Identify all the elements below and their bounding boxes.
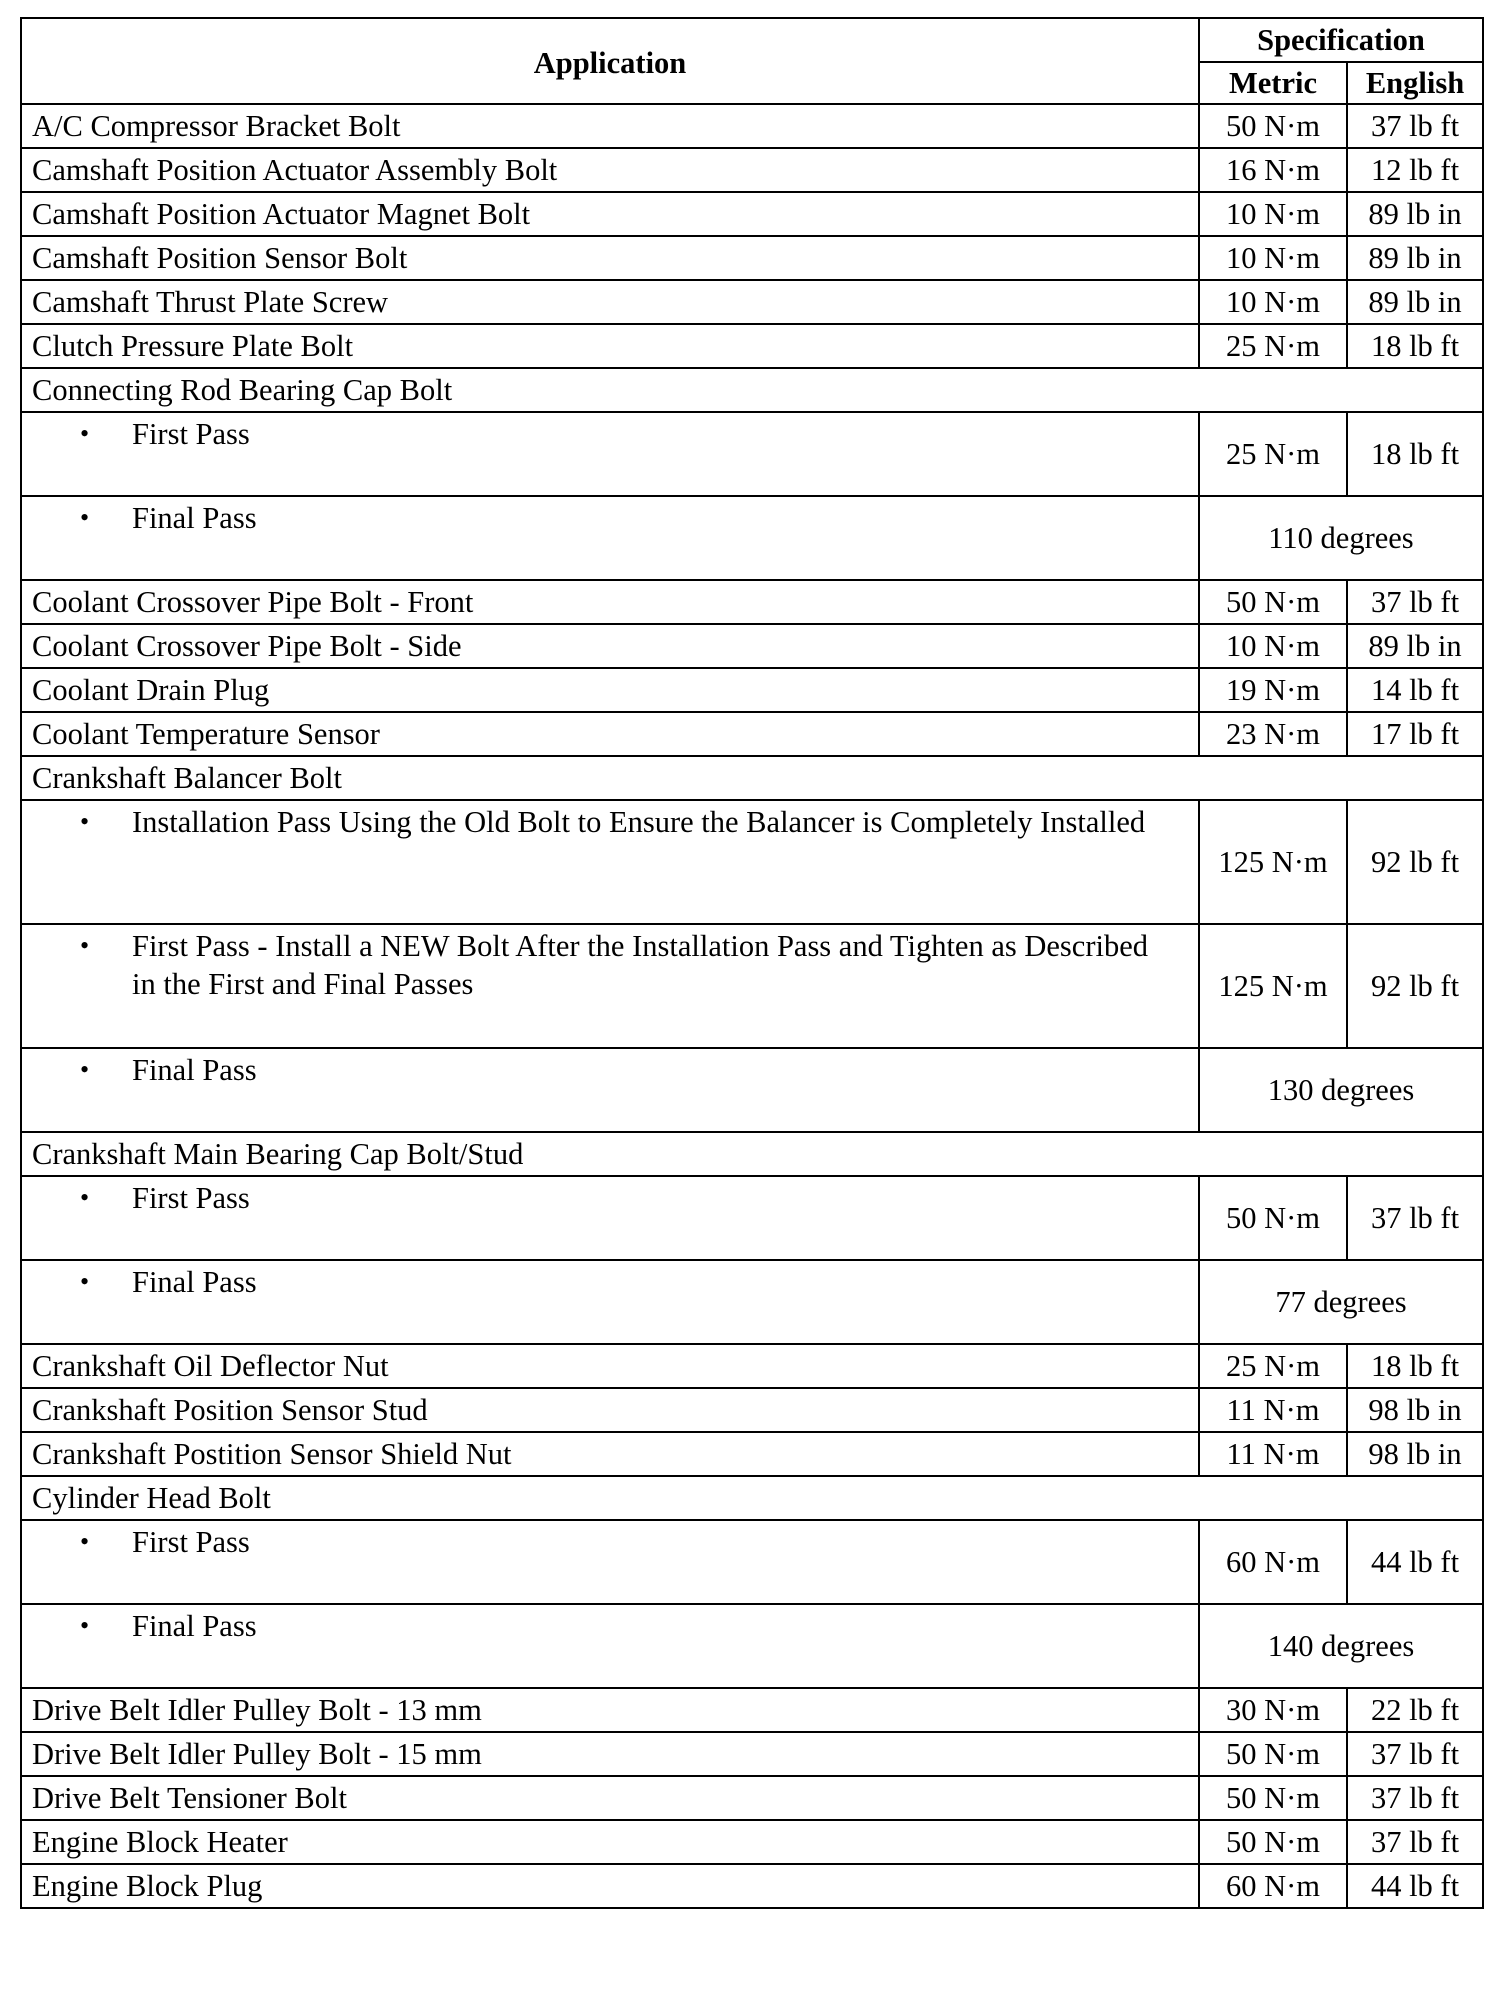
sub-step-row bbox=[21, 1176, 1483, 1260]
sub-step-cell bbox=[21, 800, 1199, 924]
metric-cell: 50 N·m bbox=[1199, 1732, 1347, 1776]
application-cell: Coolant Temperature Sensor bbox=[21, 712, 1199, 756]
bullet-icon: • bbox=[80, 1527, 90, 1556]
application-cell: Clutch Pressure Plate Bolt bbox=[21, 324, 1199, 368]
sub-step-wrap bbox=[32, 803, 1198, 841]
sub-step-wrap bbox=[32, 1523, 1198, 1561]
group-label: Crankshaft Balancer Bolt bbox=[21, 756, 1483, 800]
sub-step-label: Final Pass bbox=[132, 1265, 257, 1299]
table-row bbox=[21, 1688, 1483, 1732]
metric-cell: 30 N·m bbox=[1199, 1688, 1347, 1732]
metric-cell: 10 N·m bbox=[1199, 280, 1347, 324]
table-row bbox=[21, 236, 1483, 280]
table-body bbox=[21, 104, 1483, 1908]
specification-header: Specification bbox=[1199, 18, 1483, 62]
english-cell: 12 lb ft bbox=[1347, 148, 1483, 192]
sub-step-row bbox=[21, 1260, 1483, 1344]
bullet-icon: • bbox=[80, 419, 90, 448]
application-cell: A/C Compressor Bracket Bolt bbox=[21, 104, 1199, 148]
english-cell: 37 lb ft bbox=[1347, 1732, 1483, 1776]
sub-step-cell bbox=[21, 924, 1199, 1048]
application-cell: Coolant Crossover Pipe Bolt - Side bbox=[21, 624, 1199, 668]
english-header: English bbox=[1347, 62, 1483, 104]
metric-cell: 25 N·m bbox=[1199, 1344, 1347, 1388]
metric-cell: 11 N·m bbox=[1199, 1432, 1347, 1476]
english-cell: 37 lb ft bbox=[1347, 1176, 1483, 1260]
metric-cell: 60 N·m bbox=[1199, 1864, 1347, 1908]
bullet-icon: • bbox=[80, 931, 90, 960]
sub-step-row bbox=[21, 1048, 1483, 1132]
english-cell: 37 lb ft bbox=[1347, 580, 1483, 624]
application-cell: Crankshaft Oil Deflector Nut bbox=[21, 1344, 1199, 1388]
application-header: Application bbox=[21, 18, 1199, 104]
table-header bbox=[21, 18, 1483, 104]
bullet-icon: • bbox=[80, 807, 90, 836]
sub-step-row bbox=[21, 1520, 1483, 1604]
sub-step-cell bbox=[21, 1604, 1199, 1688]
metric-header: Metric bbox=[1199, 62, 1347, 104]
application-cell: Engine Block Heater bbox=[21, 1820, 1199, 1864]
sub-step-label: Final Pass bbox=[132, 501, 257, 535]
table-row bbox=[21, 324, 1483, 368]
angle-spec-cell: 77 degrees bbox=[1199, 1260, 1483, 1344]
sub-step-label: First Pass bbox=[132, 417, 250, 451]
application-cell: Drive Belt Idler Pulley Bolt - 13 mm bbox=[21, 1688, 1199, 1732]
sub-step-label: First Pass bbox=[132, 1181, 250, 1215]
application-cell: Crankshaft Postition Sensor Shield Nut bbox=[21, 1432, 1199, 1476]
english-cell: 92 lb ft bbox=[1347, 924, 1483, 1048]
group-header-row bbox=[21, 756, 1483, 800]
table-row bbox=[21, 712, 1483, 756]
english-cell: 89 lb in bbox=[1347, 624, 1483, 668]
sub-step-row bbox=[21, 1604, 1483, 1688]
group-header-row bbox=[21, 1132, 1483, 1176]
english-cell: 92 lb ft bbox=[1347, 800, 1483, 924]
sub-step-label: Final Pass bbox=[132, 1609, 257, 1643]
table-row bbox=[21, 1776, 1483, 1820]
sub-step-cell bbox=[21, 1176, 1199, 1260]
angle-spec-cell: 130 degrees bbox=[1199, 1048, 1483, 1132]
table-row bbox=[21, 280, 1483, 324]
group-label: Cylinder Head Bolt bbox=[21, 1476, 1483, 1520]
english-cell: 44 lb ft bbox=[1347, 1864, 1483, 1908]
sub-step-wrap bbox=[32, 1263, 1198, 1301]
english-cell: 89 lb in bbox=[1347, 192, 1483, 236]
english-cell: 18 lb ft bbox=[1347, 1344, 1483, 1388]
torque-spec-table bbox=[20, 17, 1484, 1909]
group-header-row bbox=[21, 368, 1483, 412]
application-cell: Engine Block Plug bbox=[21, 1864, 1199, 1908]
group-label: Crankshaft Main Bearing Cap Bolt/Stud bbox=[21, 1132, 1483, 1176]
sub-step-cell bbox=[21, 1048, 1199, 1132]
application-cell: Camshaft Position Sensor Bolt bbox=[21, 236, 1199, 280]
metric-cell: 50 N·m bbox=[1199, 1176, 1347, 1260]
table-row bbox=[21, 148, 1483, 192]
metric-cell: 125 N·m bbox=[1199, 924, 1347, 1048]
table-row bbox=[21, 1820, 1483, 1864]
english-cell: 17 lb ft bbox=[1347, 712, 1483, 756]
english-cell: 18 lb ft bbox=[1347, 412, 1483, 496]
english-cell: 89 lb in bbox=[1347, 280, 1483, 324]
application-cell: Drive Belt Tensioner Bolt bbox=[21, 1776, 1199, 1820]
sub-step-wrap bbox=[32, 499, 1198, 537]
sub-step-row bbox=[21, 412, 1483, 496]
english-cell: 22 lb ft bbox=[1347, 1688, 1483, 1732]
metric-cell: 23 N·m bbox=[1199, 712, 1347, 756]
application-cell: Crankshaft Position Sensor Stud bbox=[21, 1388, 1199, 1432]
sub-step-wrap bbox=[32, 1607, 1198, 1645]
metric-cell: 50 N·m bbox=[1199, 1820, 1347, 1864]
english-cell: 37 lb ft bbox=[1347, 104, 1483, 148]
metric-cell: 125 N·m bbox=[1199, 800, 1347, 924]
bullet-icon: • bbox=[80, 1611, 90, 1640]
bullet-icon: • bbox=[80, 1267, 90, 1296]
bullet-icon: • bbox=[80, 1183, 90, 1212]
sub-step-row bbox=[21, 496, 1483, 580]
metric-cell: 11 N·m bbox=[1199, 1388, 1347, 1432]
table-row bbox=[21, 1732, 1483, 1776]
sub-step-cell bbox=[21, 496, 1199, 580]
group-label: Connecting Rod Bearing Cap Bolt bbox=[21, 368, 1483, 412]
table-row bbox=[21, 580, 1483, 624]
english-cell: 98 lb in bbox=[1347, 1388, 1483, 1432]
sub-step-wrap bbox=[32, 1051, 1198, 1089]
application-cell: Drive Belt Idler Pulley Bolt - 15 mm bbox=[21, 1732, 1199, 1776]
sub-step-wrap bbox=[32, 927, 1198, 1003]
english-cell: 89 lb in bbox=[1347, 236, 1483, 280]
angle-spec-cell: 140 degrees bbox=[1199, 1604, 1483, 1688]
metric-cell: 10 N·m bbox=[1199, 236, 1347, 280]
bullet-icon: • bbox=[80, 503, 90, 532]
table-row bbox=[21, 1388, 1483, 1432]
application-cell: Camshaft Thrust Plate Screw bbox=[21, 280, 1199, 324]
metric-cell: 10 N·m bbox=[1199, 192, 1347, 236]
metric-cell: 25 N·m bbox=[1199, 324, 1347, 368]
english-cell: 44 lb ft bbox=[1347, 1520, 1483, 1604]
table-row bbox=[21, 624, 1483, 668]
table-row bbox=[21, 668, 1483, 712]
sub-step-cell bbox=[21, 412, 1199, 496]
sub-step-label: Installation Pass Using the Old Bolt to Ensure the Balancer is Completely Installed bbox=[132, 805, 1146, 839]
english-cell: 14 lb ft bbox=[1347, 668, 1483, 712]
application-cell: Camshaft Position Actuator Magnet Bolt bbox=[21, 192, 1199, 236]
bullet-icon: • bbox=[80, 1055, 90, 1084]
metric-cell: 50 N·m bbox=[1199, 580, 1347, 624]
table-row bbox=[21, 1432, 1483, 1476]
sub-step-label: First Pass - Install a NEW Bolt After the Installation Pass and Tighten as Described in the First and Final Passes bbox=[132, 929, 1149, 1001]
table-row bbox=[21, 104, 1483, 148]
metric-cell: 19 N·m bbox=[1199, 668, 1347, 712]
application-cell: Coolant Drain Plug bbox=[21, 668, 1199, 712]
header-row-top bbox=[21, 18, 1483, 62]
sub-step-label: First Pass bbox=[132, 1525, 250, 1559]
metric-cell: 50 N·m bbox=[1199, 104, 1347, 148]
application-cell: Coolant Crossover Pipe Bolt - Front bbox=[21, 580, 1199, 624]
table-row bbox=[21, 1864, 1483, 1908]
application-cell: Camshaft Position Actuator Assembly Bolt bbox=[21, 148, 1199, 192]
english-cell: 37 lb ft bbox=[1347, 1776, 1483, 1820]
metric-cell: 60 N·m bbox=[1199, 1520, 1347, 1604]
metric-cell: 50 N·m bbox=[1199, 1776, 1347, 1820]
sub-step-row bbox=[21, 800, 1483, 924]
sub-step-cell bbox=[21, 1520, 1199, 1604]
metric-cell: 25 N·m bbox=[1199, 412, 1347, 496]
sub-step-cell bbox=[21, 1260, 1199, 1344]
table-row bbox=[21, 1344, 1483, 1388]
sub-step-wrap bbox=[32, 415, 1198, 453]
english-cell: 37 lb ft bbox=[1347, 1820, 1483, 1864]
sub-step-wrap bbox=[32, 1179, 1198, 1217]
english-cell: 98 lb in bbox=[1347, 1432, 1483, 1476]
metric-cell: 16 N·m bbox=[1199, 148, 1347, 192]
table-row bbox=[21, 192, 1483, 236]
group-header-row bbox=[21, 1476, 1483, 1520]
sub-step-label: Final Pass bbox=[132, 1053, 257, 1087]
english-cell: 18 lb ft bbox=[1347, 324, 1483, 368]
metric-cell: 10 N·m bbox=[1199, 624, 1347, 668]
angle-spec-cell: 110 degrees bbox=[1199, 496, 1483, 580]
sub-step-row bbox=[21, 924, 1483, 1048]
